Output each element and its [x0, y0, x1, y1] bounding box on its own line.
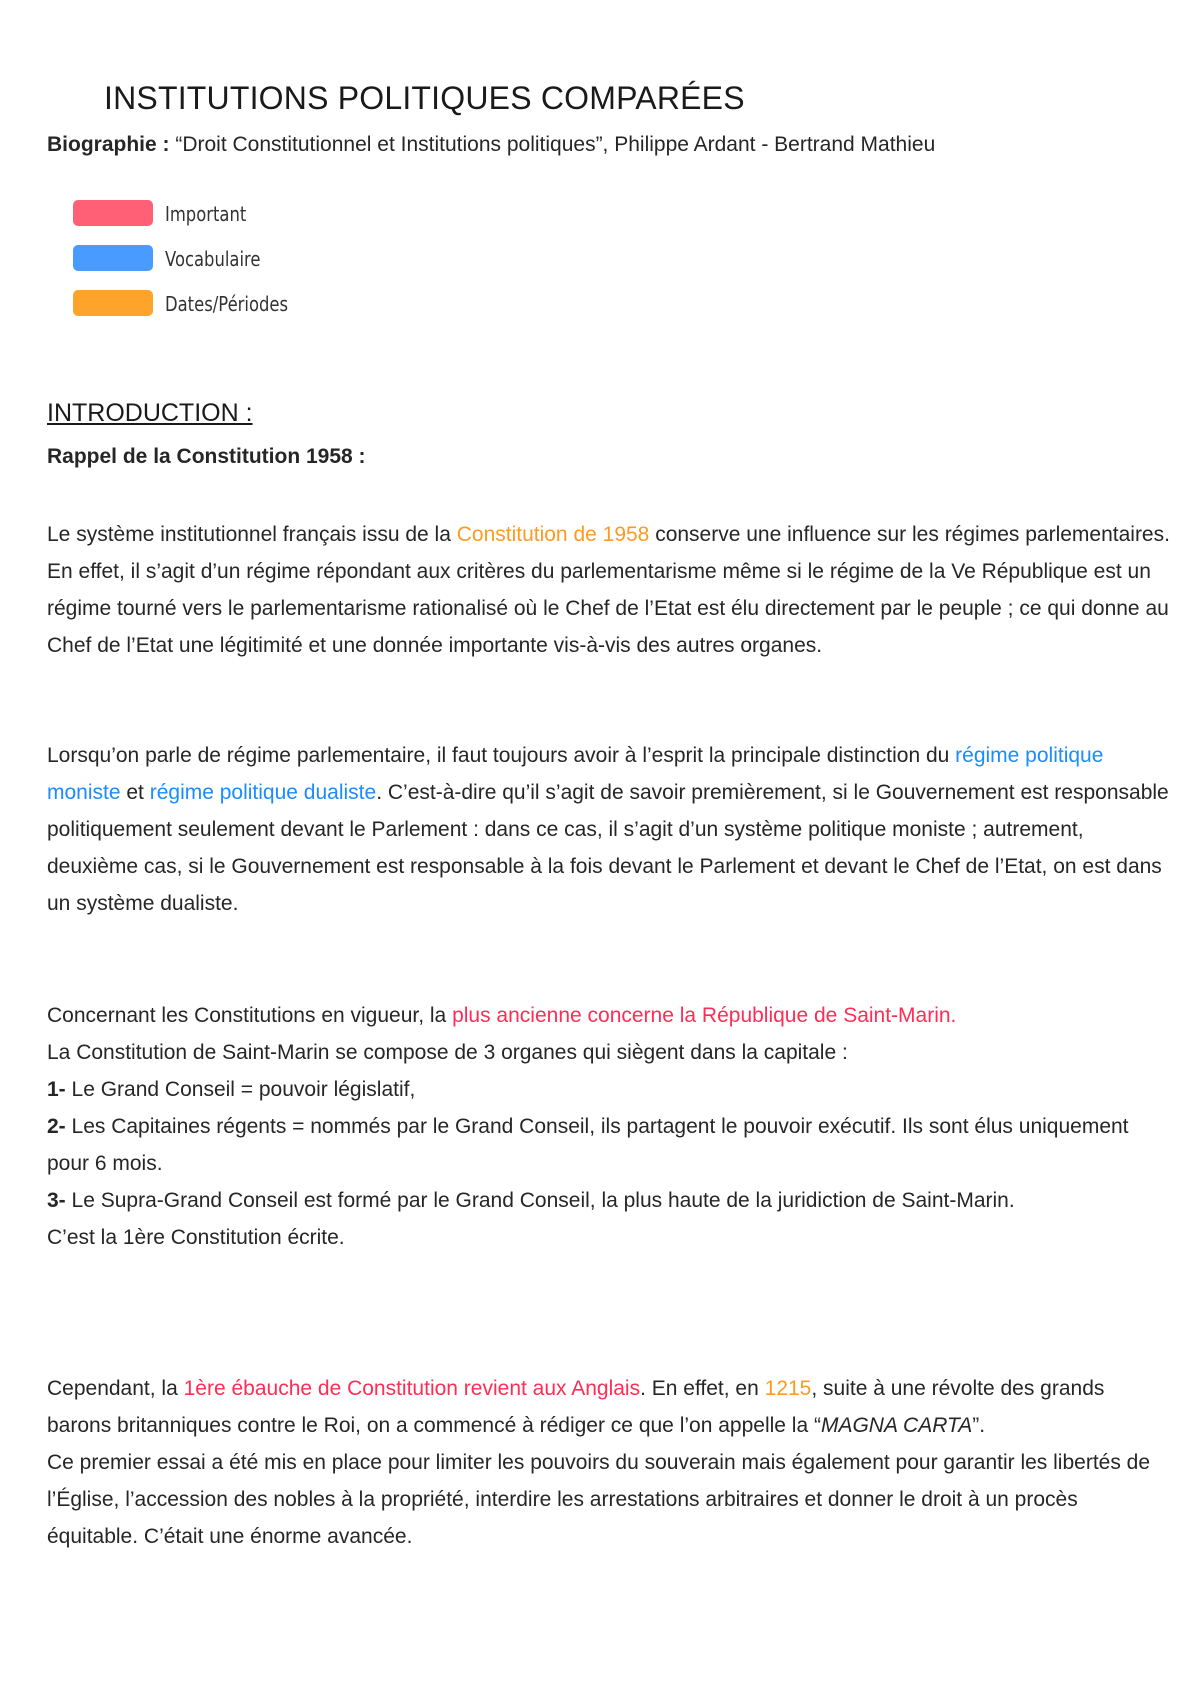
legend-label-vocabulaire: Vocabulaire — [165, 247, 261, 271]
date-highlight: 1215 — [764, 1377, 812, 1400]
list-number: 3- — [47, 1189, 66, 1212]
important-highlight: 1ère ébauche de Constitution revient aux Anglais — [183, 1377, 641, 1400]
legend-swatch-orange — [73, 290, 153, 316]
text-span: Lorsqu’on parle de régime parlementaire, il faut toujours avoir à l’esprit la principale distinction du — [47, 744, 956, 767]
text-span: C’est la 1ère Constitution écrite. — [47, 1226, 345, 1249]
list-item-text: Le Grand Conseil = pouvoir législatif, — [65, 1078, 416, 1101]
legend-label-dates: Dates/Périodes — [165, 292, 289, 316]
list-item-text: Le Supra-Grand Conseil est formé par le Grand Conseil, la plus haute de la juridiction de Saint-Marin. — [65, 1189, 1015, 1212]
text-span: La Constitution de Saint-Marin se compose de 3 organes qui siègent dans la capitale : — [47, 1041, 848, 1064]
text-span: conserve une influence sur les régimes parlementaires. En effet, il s’agit d’un régime répondant aux critères du parlementarisme même si le régime de la Ve République est un régime tourné vers le parlementarisme rationalisé où le Chef de l’Etat est élu directement par le peuple ; ce qui donne au Chef de l’Etat une légitimité et une donnée importante vis-à-vis des autres organes. — [47, 523, 1170, 657]
bibliography-line — [47, 133, 935, 157]
important-highlight: plus ancienne concerne la République de Saint-Marin. — [452, 1004, 957, 1027]
bibliography-label: Biographie : — [47, 133, 170, 156]
bibliography-text: “Droit Constitutionnel et Institutions politiques”, Philippe Ardant - Bertrand Mathieu — [169, 133, 936, 156]
date-highlight: Constitution de 1958 — [456, 523, 650, 546]
paragraph-magna-carta — [47, 1370, 1172, 1555]
legend-label-important: Important — [165, 202, 247, 226]
text-span: , suite à une révolte des grands barons britanniques contre le Roi, on a commencé à rédiger ce que l’on appelle la “ — [47, 1377, 1105, 1437]
paragraph-moniste-dualiste — [47, 737, 1172, 922]
text-span: . C’est-à-dire qu’il s’agit de savoir premièrement, si le Gouvernement est responsable politiquement seulement devant le Parlement : dans ce cas, il s’agit d’un système politique moniste ; autrement, deuxième cas, si le Gouvernement est responsable à la fois devant le Parlement et devant le Chef de l’Etat, on est dans un système dualiste. — [47, 781, 1169, 915]
text-span: et — [120, 781, 150, 804]
text-span: Concernant les Constitutions en vigueur, la — [47, 1004, 453, 1027]
list-item-text: Les Capitaines régents = nommés par le Grand Conseil, ils partagent le pouvoir exécutif. Ils sont élus uniquement pour 6 mois. — [47, 1115, 1129, 1175]
list-number: 1- — [47, 1078, 66, 1101]
document-title: INSTITUTIONS POLITIQUES COMPARÉES — [104, 80, 745, 116]
text-span: ”. — [972, 1414, 986, 1437]
vocabulary-highlight: régime politique dualiste — [149, 781, 377, 804]
paragraph-saint-marin — [47, 997, 1172, 1256]
italic-term: MAGNA CARTA — [820, 1414, 973, 1437]
vocabulary-highlight: régime politique moniste — [47, 744, 1104, 804]
list-number: 2- — [47, 1115, 66, 1138]
legend-swatch-blue — [73, 245, 153, 271]
text-span: Le système institutionnel français issu de la — [47, 523, 457, 546]
text-span: . En effet, en — [640, 1377, 765, 1400]
legend-swatch-red — [73, 200, 153, 226]
section-heading: INTRODUCTION : — [47, 399, 253, 427]
text-span: Ce premier essai a été mis en place pour limiter les pouvoirs du souverain mais également pour garantir les libertés de l’Église, l’accession des nobles à la propriété, interdire les arrestations arbitraires et donner le droit à un procès équitable. C’était une énorme avancée. — [47, 1451, 1151, 1548]
text-span: Cependant, la — [47, 1377, 184, 1400]
paragraph-constitution-1958 — [47, 516, 1172, 664]
section-subheading: Rappel de la Constitution 1958 : — [47, 445, 366, 468]
